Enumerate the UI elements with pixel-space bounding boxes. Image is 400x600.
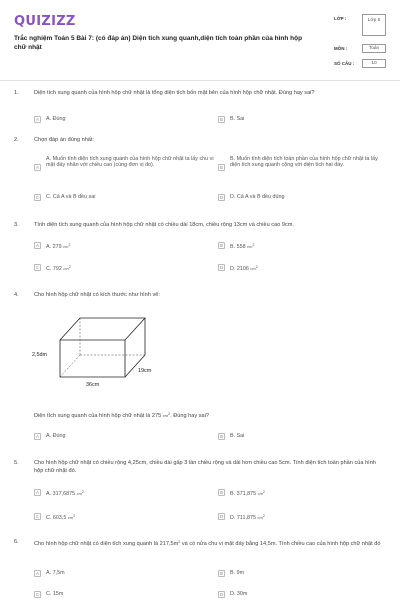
option-letter-box: A (34, 116, 41, 123)
question-text: Cho hình hộp chữ nhật có kích thước như hình vẽ: (34, 292, 160, 298)
option-text: D. 711,875 $cm^2$ (230, 514, 265, 521)
option-text: B. Sai (230, 116, 245, 122)
question-number: 6. (14, 539, 19, 545)
option-text: C. 792 $cm^2$ (46, 265, 71, 272)
worksheet-meta (334, 14, 386, 70)
option-text: A. 317,6875 $cm^2$ (46, 490, 84, 497)
question-text: Cho hình hộp chữ nhật có diện tích xung quanh là $217,5m^2$ và có nửa chu vi mặt đáy bằng 14,5m. Tính chiều cao của hình hộp chữ nhật đó (34, 540, 381, 547)
option-b[interactable] (218, 242, 384, 250)
option-letter-box: D (219, 514, 224, 519)
option-letter-box: B (218, 570, 225, 577)
question-number: 2. (14, 137, 19, 143)
option-letter-box: A (34, 489, 41, 496)
option-b[interactable] (218, 116, 384, 123)
figure-depth-label: 19cm (138, 368, 152, 374)
meta-subject-row (334, 44, 386, 55)
option-letter-box: B (218, 116, 225, 123)
question-number: 3. (14, 222, 19, 228)
box-figure (30, 305, 170, 395)
option-d[interactable] (218, 194, 384, 201)
option-letter-box: B (218, 242, 225, 249)
meta-count-row (334, 59, 386, 70)
option-letter-box: C (35, 265, 40, 270)
meta-count-label: SỐ CÂU : (334, 61, 355, 66)
option-c[interactable] (34, 591, 214, 598)
option-c[interactable] (34, 194, 214, 201)
option-c[interactable] (34, 264, 214, 272)
option-letter-box: B (218, 433, 225, 440)
meta-subject-value: Toán (362, 44, 386, 53)
option-text: B. Sai (230, 433, 245, 439)
option-text: A. Muốn tính diện tích xung quanh của hình hộp chữ nhật ta lấy chu vi mặt đáy nhân với chiều cao (cùng đơn vị đo). (46, 156, 214, 169)
question-text-2: Diện tích xung quanh của hình hộp chữ nhật là 275 $cm^2$. Đúng hay sai? (34, 412, 209, 419)
option-text: A. 7,5m (46, 570, 65, 576)
option-text: B. Muốn tính diện tích toàn phần của hình hộp chữ nhật ta lấy diện tích xung quanh cộng với diện tích hai đáy. (230, 156, 378, 169)
box-top-edges (60, 318, 145, 340)
option-letter-box: C (35, 514, 40, 519)
option-b[interactable] (218, 433, 384, 440)
option-text: D. 2106 $cm^2$ (230, 265, 258, 272)
option-letter-box: A (34, 570, 41, 577)
meta-class-label: LỚP : (334, 16, 347, 21)
option-d[interactable] (218, 513, 384, 521)
option-letter-box: D (219, 195, 224, 200)
question-text: Cho hình hộp chữ nhật có chiều rộng 4,25cm, chiều dài gấp 3 lần chiều rộng và dài hơn chiều cao 5cm. Tính diện tích toàn phần của hình hộp chữ nhật đó. (34, 460, 376, 474)
meta-class-row (334, 14, 386, 38)
question-number: 5. (14, 460, 19, 466)
option-text: D. Cả A và B đều đúng (230, 194, 285, 200)
question-number: 1. (14, 90, 19, 96)
option-letter-box: A (34, 164, 41, 171)
option-b[interactable] (218, 489, 384, 497)
question-text: Chọn đáp án đúng nhất: (34, 137, 95, 143)
figure-length-label: 36cm (86, 382, 100, 388)
option-d[interactable] (218, 591, 384, 598)
option-letter-box: D (219, 592, 224, 597)
option-text: B. 9m (230, 570, 245, 576)
option-text: A. Đúng (46, 433, 66, 439)
option-text: C. Cả A và B đều sai (46, 194, 96, 200)
option-letter-box: C (35, 195, 40, 200)
worksheet-title: Trắc nghiệm Toán 5 Bài 7: (có đáp án) Diện tích xung quanh,diện tích toàn phần của hình hộp chữ nhật (14, 35, 303, 51)
option-d[interactable] (218, 264, 384, 272)
question-number: 4. (14, 292, 19, 298)
option-a[interactable] (34, 156, 214, 171)
header-divider (0, 80, 400, 81)
option-text: C. 15m (46, 591, 64, 597)
option-text: B. 558 $cm^2$ (230, 243, 255, 250)
box-hidden-edges (60, 318, 145, 377)
worksheet-header (14, 10, 386, 72)
quizizz-logo: QUIZIZZ (14, 14, 76, 29)
option-letter-box: B (218, 164, 225, 171)
option-a[interactable] (34, 570, 214, 577)
option-text: D. 30m (230, 591, 248, 597)
option-text: C. 603,5 $cm^2$ (46, 514, 76, 521)
figure-height-label: 2,5dm (32, 352, 47, 358)
box-front-face (60, 340, 125, 377)
option-letter-box: D (219, 265, 224, 270)
option-letter-box: C (35, 592, 40, 597)
option-text: A. 279 $cm^2$ (46, 243, 71, 250)
option-a[interactable] (34, 116, 204, 123)
question-text: Tính diện tích xung quanh của hình hộp chữ nhật có chiều dài 18cm, chiều rộng 13cm và chiều cao 9cm. (34, 222, 294, 228)
option-a[interactable] (34, 242, 214, 250)
question-text: Diện tích xung quanh của hình hộp chữ nhật là tổng diện tích bốn mặt bên của hình hộp chữ nhật. Đúng hay sai? (34, 90, 315, 96)
meta-class-value: Lớp 5 (362, 14, 386, 36)
option-b[interactable] (218, 156, 384, 171)
option-a[interactable] (34, 433, 214, 440)
option-a[interactable] (34, 489, 214, 497)
option-letter-box: A (34, 433, 41, 440)
option-text: B. 371,875 $cm^2$ (230, 490, 265, 497)
option-letter-box: B (218, 489, 225, 496)
meta-count-value: 10 (362, 59, 386, 68)
option-c[interactable] (34, 513, 214, 521)
option-letter-box: A (34, 242, 41, 249)
option-b[interactable] (218, 570, 384, 577)
option-text: A. Đúng (46, 116, 66, 122)
meta-subject-label: MÔN : (334, 46, 348, 51)
